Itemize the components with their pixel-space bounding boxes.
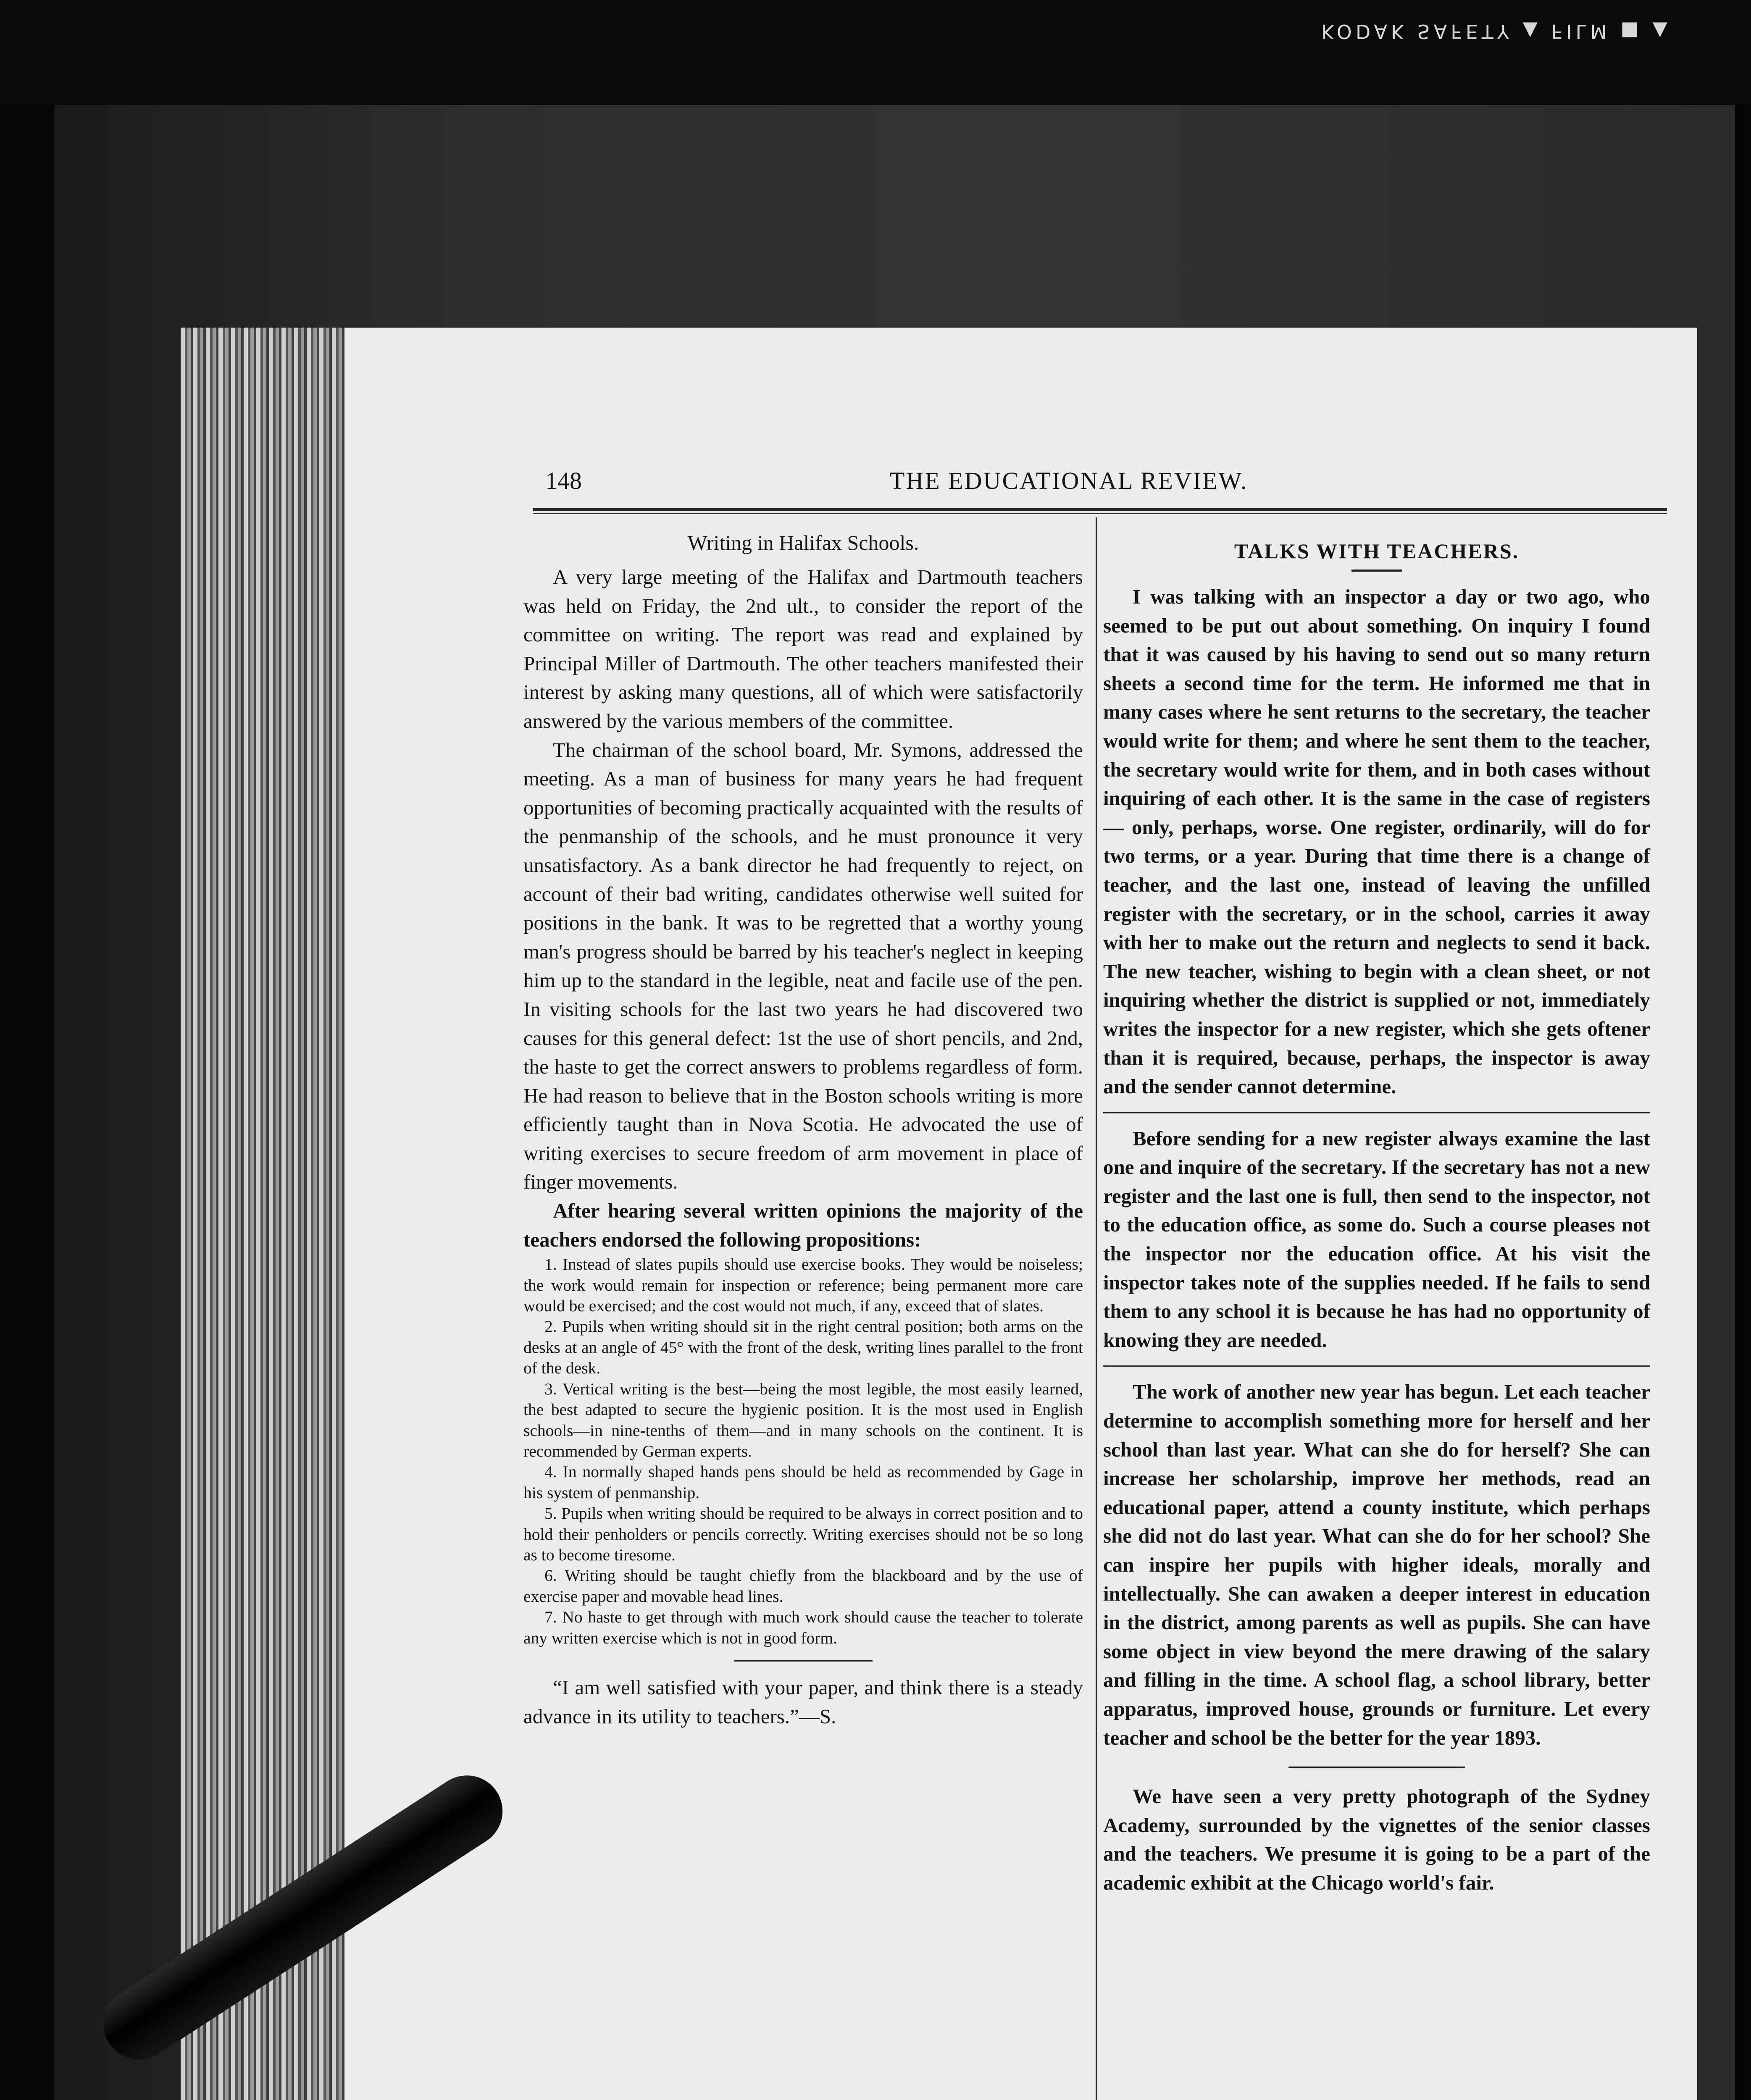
header-rule-thin xyxy=(533,513,1667,514)
proposition-item: 3. Vertical writing is the best—being the most legible, the most easily learned, the best adapted to secure the hygienic position. It is the most used in English schools—in nine-tenths of them—and in many schools on the continent. It is recommended by German experts. xyxy=(523,1379,1083,1460)
film-label: KODAK SAFETY ▲ FILM ■ ▲ xyxy=(1321,20,1671,43)
right-column xyxy=(1103,538,1650,1898)
article-title: Writing in Halifax Schools. xyxy=(687,531,919,554)
title-rule xyxy=(1351,570,1402,572)
proposition-item: 4. In normally shaped hands pens should be held as recommended by Gage in his system of penmanship. xyxy=(523,1462,1083,1502)
article-paragraph: After hearing several written opinions the majority of the teachers endorsed the following propositions: xyxy=(523,1199,1083,1251)
section-rule xyxy=(1288,1767,1465,1768)
reader-quote: “I am well satisfied with your paper, and think there is a steady advance in its utility to teachers.”—S. xyxy=(523,1675,1083,1728)
talks-section: We have seen a very pretty photograph of the Sydney Academy, surrounded by the vignettes of the senior classes and the teachers. We presume it is going to be a part of the academic exhibit at the Chicago world's fair. xyxy=(1103,1785,1650,1894)
talks-section: Before sending for a new register always examine the last one and inquire of the secretary. If the secretary has not a new register and the last one is full, then send to the inspector, not to the education office, as some do. Such a course pleases not the inspector nor the education office. At his visit the inspector takes note of the supplies needed. If he fails to send them to any school it is because he has had no opportunity of knowing they are needed. xyxy=(1103,1126,1650,1352)
column-divider xyxy=(1096,517,1097,2100)
section-rule xyxy=(1103,1112,1650,1113)
page-number: 148 xyxy=(545,467,582,494)
talks-section: The work of another new year has begun. Let each teacher determine to accomplish something more for herself and her school than last year. What can she do for herself? She can increase her scholarship, improve her methods, read an educational paper, attend a county institute, which perhaps she did not do last year. What can she do for her school? She can inspire her pupils with higher ideals, morally and intellectually. She can awaken a deeper interest in education in the district, among parents as well as pupils. She can have some object in view beyond the mere drawing of the salary and filling in the time. A school flag, a school library, better apparatus, improved house, grounds or furniture. Let every teacher and school be the better for the year 1893. xyxy=(1103,1380,1650,1749)
proposition-item: 7. No haste to get through with much work should cause the teacher to tolerate any written exercise which is not in good form. xyxy=(523,1608,1083,1647)
proposition-item: 2. Pupils when writing should sit in the right central position; both arms on the desks at an angle of 45° with the front of the desk, writing lines parallel to the front of the desk. xyxy=(523,1317,1083,1378)
article-paragraph: A very large meeting of the Halifax and Dartmouth teachers was held on Friday, the 2nd ult., to consider the report of the committee on writing. The report was read and explained by Principal Miller of Dartmouth. The other teachers manifested their interest by asking many questions, all of which were satisfactorily answered by the various members of the committee. xyxy=(523,565,1083,732)
article-paragraph: The chairman of the school board, Mr. Symons, addressed the meeting. As a man of business for many years he had frequent opportunities of becoming practically acquainted with the results of the penmanship of the schools, and he must pronounce it very unsatisfactory. As a bank director he had frequently to reject, on account of their bad writing, candidates otherwise well suited for positions in the bank. It was to be regretted that a worthy young man's progress should be barred by his teacher's neglect in keeping him up to the standard in the legible, neat and facile use of the pen. In visiting schools for the last two years he had discovered two causes for this general defect: 1st the use of short pencils, and 2nd, the haste to get the correct answers to problems regardless of form. He had reason to believe that in the Boston schools writing is more efficiently taught than in Nova Scotia. He advocated the use of writing exercises to secure freedom of arm movement in place of finger movements. xyxy=(523,738,1083,1194)
talks-title: TALKS WITH TEACHERS. xyxy=(1234,539,1520,563)
page-header xyxy=(545,466,1671,500)
propositions-list xyxy=(523,1254,1083,1648)
film-edge xyxy=(0,0,1751,105)
quote-separator xyxy=(734,1660,873,1662)
book-page-edges xyxy=(181,328,353,2100)
left-column xyxy=(523,530,1083,1731)
talks-section: I was talking with an inspector a day or two ago, who seemed to be put out about something. On inquiry I found that it was caused by his having to send out so many return sheets a second time for the term. He informed me that in many cases where he sent returns to the secretary, the teacher would write for them; and where he sent them to the teacher, the secretary would write for them, and in both cases without inquiring of each other. It is the same in the case of registers — only, perhaps, worse. One register, ordinarily, will do for two terms, or a year. During that time there is a change of teacher, and the last one, instead of leaving the unfilled register with the secretary, or in the school, carries it away with her to make out the return and neglects to send it back. The new teacher, wishing to begin with a clean sheet, or not inquiring whether the district is supplied or not, immediately writes the inspector for a new register, which she gets oftener than it is required, because, perhaps, the inspector is away and the sender cannot determine. xyxy=(1103,585,1650,1098)
header-rule-thick xyxy=(533,508,1667,511)
running-head: THE EDUCATIONAL REVIEW. xyxy=(890,467,1248,494)
proposition-item: 5. Pupils when writing should be required to be always in correct position and to hold their penholders or pencils correctly. Writing exercises should not be so long as to become tiresome. xyxy=(523,1504,1083,1564)
proposition-item: 1. Instead of slates pupils should use exercise books. They would be noiseless; the work would remain for inspection or reference; being permanent more care would be exercised; and the cost would not much, if any, exceed that of slates. xyxy=(523,1255,1083,1315)
proposition-item: 6. Writing should be taught chiefly from the blackboard and by the use of exercise paper and movable head lines. xyxy=(523,1566,1083,1606)
section-rule xyxy=(1103,1365,1650,1367)
